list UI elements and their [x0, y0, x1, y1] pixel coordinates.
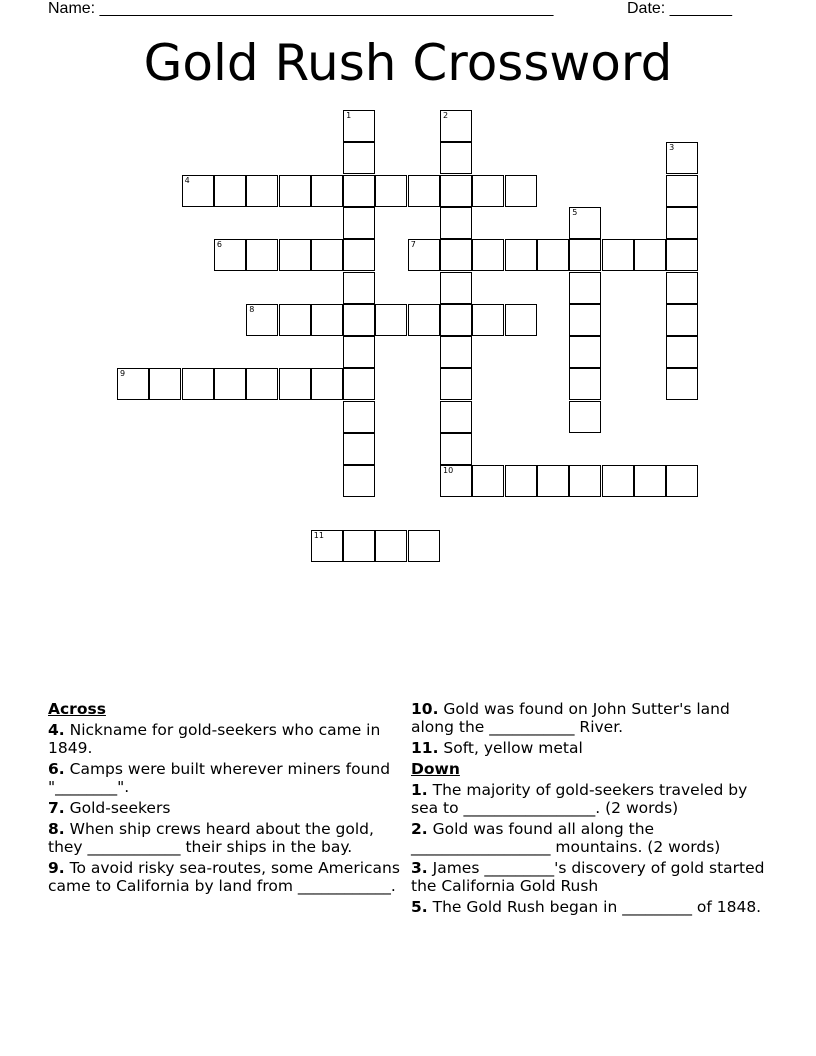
clue-number: 9.	[48, 859, 65, 877]
crossword-cell[interactable]	[440, 368, 472, 400]
crossword-cell[interactable]	[440, 433, 472, 465]
crossword-cell[interactable]	[246, 239, 278, 271]
clues-column-left	[48, 700, 400, 898]
crossword-cell[interactable]	[375, 304, 407, 336]
cell-number: 7	[410, 240, 416, 250]
crossword-cell[interactable]	[214, 239, 246, 271]
crossword-cell[interactable]	[440, 336, 472, 368]
crossword-cell[interactable]	[375, 530, 407, 562]
clue-text: Gold-seekers	[69, 799, 171, 817]
clue-number: 1.	[411, 781, 428, 799]
clue-down-5	[411, 898, 771, 916]
cell-number: 9	[120, 369, 126, 379]
crossword-cell[interactable]	[537, 465, 569, 497]
cell-number: 6	[216, 240, 222, 250]
crossword-cell[interactable]	[472, 304, 504, 336]
crossword-cell[interactable]	[569, 368, 601, 400]
crossword-cell[interactable]	[311, 530, 343, 562]
crossword-cell[interactable]	[440, 304, 472, 336]
crossword-cell[interactable]	[569, 401, 601, 433]
crossword-cell[interactable]	[343, 530, 375, 562]
crossword-cell[interactable]	[472, 465, 504, 497]
crossword-cell[interactable]	[408, 239, 440, 271]
clue-text: Gold was found on John Sutter's land along the ___________ River.	[411, 700, 730, 736]
crossword-cell[interactable]	[149, 368, 181, 400]
crossword-cell[interactable]	[343, 304, 375, 336]
crossword-cell[interactable]	[375, 175, 407, 207]
crossword-cell[interactable]	[343, 207, 375, 239]
clue-text: Camps were built wherever miners found "________".	[48, 760, 391, 796]
down-heading: Down	[411, 760, 460, 778]
crossword-cell[interactable]	[602, 465, 634, 497]
crossword-cell[interactable]	[569, 304, 601, 336]
clue-number: 4.	[48, 721, 65, 739]
crossword-cell[interactable]	[311, 368, 343, 400]
crossword-cell[interactable]	[343, 336, 375, 368]
clue-number: 5.	[411, 898, 428, 916]
clues-column-right	[411, 700, 771, 919]
across-heading: Across	[48, 700, 106, 718]
crossword-cell[interactable]	[343, 142, 375, 174]
crossword-cell[interactable]	[569, 465, 601, 497]
crossword-cell[interactable]	[279, 368, 311, 400]
clue-across-4	[48, 721, 400, 757]
clue-number: 7.	[48, 799, 65, 817]
crossword-cell[interactable]	[279, 304, 311, 336]
clue-across-11	[411, 739, 771, 757]
clue-down-3	[411, 859, 771, 895]
clue-number: 11.	[411, 739, 439, 757]
crossword-cell[interactable]	[182, 175, 214, 207]
clue-text: Gold was found all along the __________________ mountains. (2 words)	[411, 820, 721, 856]
crossword-cell[interactable]	[440, 272, 472, 304]
clue-across-6	[48, 760, 400, 796]
name-field: Name: ___________________________________________________	[48, 0, 554, 17]
clue-number: 2.	[411, 820, 428, 838]
crossword-cell[interactable]	[343, 175, 375, 207]
crossword-cell[interactable]	[505, 304, 537, 336]
clue-down-2	[411, 820, 771, 856]
crossword-cell[interactable]	[569, 272, 601, 304]
crossword-cell[interactable]	[666, 336, 698, 368]
cell-number: 10	[443, 466, 454, 476]
clue-number: 6.	[48, 760, 65, 778]
crossword-cell[interactable]	[408, 530, 440, 562]
crossword-cell[interactable]	[666, 368, 698, 400]
date-field: Date: _______	[627, 0, 732, 17]
crossword-cell[interactable]	[343, 433, 375, 465]
crossword-cell[interactable]	[537, 239, 569, 271]
crossword-cell[interactable]	[666, 304, 698, 336]
clue-text: The majority of gold-seekers traveled by sea to _________________. (2 words)	[411, 781, 748, 817]
crossword-cell[interactable]	[440, 110, 472, 142]
crossword-cell[interactable]	[440, 207, 472, 239]
crossword-cell[interactable]	[440, 401, 472, 433]
clue-number: 8.	[48, 820, 65, 838]
crossword-cell[interactable]	[472, 239, 504, 271]
crossword-cell[interactable]	[666, 207, 698, 239]
crossword-cell[interactable]	[246, 368, 278, 400]
clue-down-1	[411, 781, 771, 817]
clue-text: Soft, yellow metal	[443, 739, 583, 757]
cell-number: 3	[669, 143, 675, 153]
clue-across-7	[48, 799, 400, 817]
crossword-cell[interactable]	[182, 368, 214, 400]
cell-number: 11	[313, 530, 324, 540]
crossword-cell[interactable]	[666, 142, 698, 174]
clue-text: To avoid risky sea-routes, some Americans came to California by land from ____________.	[48, 859, 400, 895]
clue-text: When ship crews heard about the gold, they ____________ their ships in the bay.	[48, 820, 374, 856]
crossword-cell[interactable]	[472, 175, 504, 207]
clue-across-8	[48, 820, 400, 856]
crossword-cell[interactable]	[569, 336, 601, 368]
cell-number: 5	[572, 207, 578, 217]
crossword-cell[interactable]	[214, 175, 246, 207]
crossword-cell[interactable]	[343, 110, 375, 142]
crossword-cell[interactable]	[311, 239, 343, 271]
crossword-cell[interactable]	[440, 175, 472, 207]
clue-text: The Gold Rush began in _________ of 1848.	[432, 898, 762, 916]
crossword-cell[interactable]	[246, 304, 278, 336]
clue-number: 3.	[411, 859, 428, 877]
crossword-cell[interactable]	[117, 368, 149, 400]
clue-across-9	[48, 859, 400, 895]
crossword-cell[interactable]	[505, 175, 537, 207]
clue-number: 10.	[411, 700, 439, 718]
crossword-cell[interactable]	[279, 175, 311, 207]
page-title: Gold Rush Crossword	[143, 34, 673, 92]
crossword-cell[interactable]	[505, 465, 537, 497]
crossword-cell[interactable]	[666, 272, 698, 304]
crossword-cell[interactable]	[505, 239, 537, 271]
clue-text: Nickname for gold-seekers who came in 1849.	[48, 721, 381, 757]
crossword-cell[interactable]	[408, 175, 440, 207]
crossword-cell[interactable]	[246, 175, 278, 207]
cell-number: 4	[184, 175, 190, 185]
crossword-cell[interactable]	[569, 207, 601, 239]
clue-across-10	[411, 700, 771, 736]
crossword-cell[interactable]	[279, 239, 311, 271]
clue-text: James _________'s discovery of gold started the California Gold Rush	[411, 859, 765, 895]
crossword-cell[interactable]	[408, 304, 440, 336]
crossword-cell[interactable]	[440, 142, 472, 174]
crossword-cell[interactable]	[343, 401, 375, 433]
crossword-cell[interactable]	[569, 239, 601, 271]
crossword-cell[interactable]	[311, 304, 343, 336]
crossword-cell[interactable]	[666, 465, 698, 497]
crossword-cell[interactable]	[214, 368, 246, 400]
cell-number: 1	[346, 111, 352, 120]
cell-number: 8	[249, 304, 255, 314]
crossword-cell[interactable]	[343, 465, 375, 497]
crossword-cell[interactable]	[343, 368, 375, 400]
crossword-cell[interactable]	[440, 239, 472, 271]
cell-number: 2	[443, 111, 449, 120]
crossword-cell[interactable]	[666, 239, 698, 271]
crossword-cell[interactable]	[634, 239, 666, 271]
crossword-cell[interactable]	[311, 175, 343, 207]
crossword-cell[interactable]	[440, 465, 472, 497]
crossword-cell[interactable]	[343, 272, 375, 304]
crossword-cell[interactable]	[602, 239, 634, 271]
crossword-cell[interactable]	[343, 239, 375, 271]
crossword-cell[interactable]	[666, 175, 698, 207]
crossword-cell[interactable]	[634, 465, 666, 497]
